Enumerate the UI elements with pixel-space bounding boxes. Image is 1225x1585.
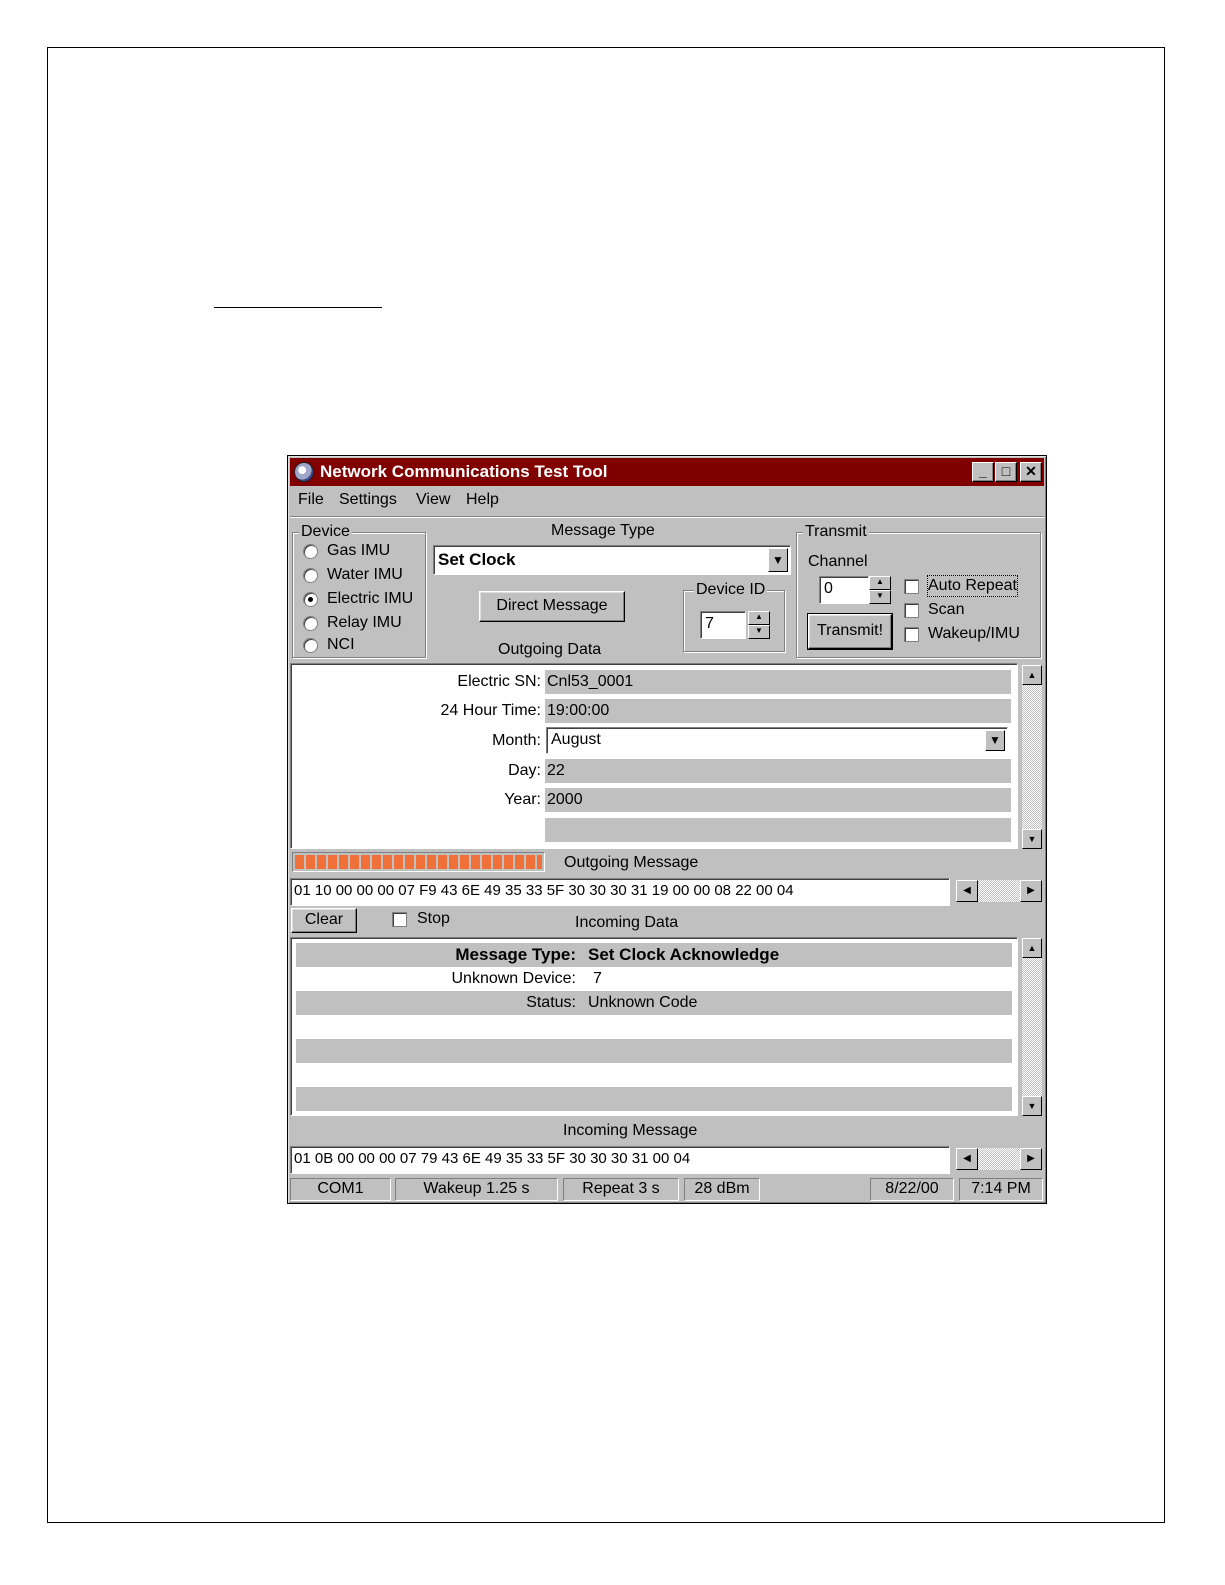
status-port: COM1 bbox=[290, 1178, 391, 1201]
stop-checkbox[interactable] bbox=[392, 912, 407, 927]
radio-relay-imu[interactable] bbox=[303, 616, 318, 631]
radio-gas-imu[interactable] bbox=[303, 544, 318, 559]
status-time: 7:14 PM bbox=[959, 1178, 1043, 1201]
incoming-row-7 bbox=[296, 1087, 1012, 1111]
radio-gas-imu-label: Gas IMU bbox=[327, 542, 391, 559]
scroll-down-icon[interactable]: ▼ bbox=[1022, 829, 1042, 849]
field-label-time: 24 Hour Time: bbox=[440, 702, 541, 719]
incoming-label-unknown-device: Unknown Device: bbox=[451, 970, 576, 987]
menu-separator bbox=[290, 516, 1044, 518]
device-id-label: Device ID bbox=[696, 581, 766, 598]
month-dropdown-arrow-icon[interactable]: ▼ bbox=[985, 730, 1005, 751]
menu-help[interactable]: Help bbox=[466, 491, 499, 508]
status-power: 28 dBm bbox=[684, 1178, 760, 1201]
incoming-message-hex: 01 0B 00 00 00 07 79 43 6E 49 35 33 5F 30 30 30 31 00 04 bbox=[294, 1150, 691, 1167]
menu-view[interactable]: View bbox=[416, 491, 451, 508]
radio-nci-label: NCI bbox=[327, 636, 355, 653]
status-repeat: Repeat 3 s bbox=[563, 1178, 679, 1201]
incoming-value-message-type: Set Clock Acknowledge bbox=[588, 945, 780, 964]
electric-sn-value: Cnl53_0001 bbox=[547, 673, 634, 690]
wakeup-checkbox[interactable] bbox=[904, 627, 919, 642]
outgoing-message-hex: 01 10 00 00 00 07 F9 43 6E 49 35 33 5F 30 30 30 31 19 00 00 08 22 00 04 bbox=[294, 882, 794, 899]
transmit-button[interactable]: Transmit! bbox=[808, 614, 892, 649]
outgoing-data-panel bbox=[290, 663, 1018, 849]
day-field[interactable] bbox=[545, 759, 1011, 783]
scroll-right-icon[interactable]: ▶ bbox=[1020, 880, 1042, 902]
electric-sn-field[interactable] bbox=[545, 670, 1011, 694]
incoming-data-label: Incoming Data bbox=[575, 914, 679, 931]
direct-message-button[interactable]: Direct Message bbox=[479, 591, 625, 622]
spin-down-icon[interactable]: ▼ bbox=[748, 625, 770, 639]
wakeup-label: Wakeup/IMU bbox=[928, 625, 1020, 642]
incoming-row-2 bbox=[296, 967, 1012, 991]
incoming-row-1 bbox=[296, 943, 1012, 967]
incoming-row-5 bbox=[296, 1039, 1012, 1063]
progress-fill bbox=[295, 855, 542, 869]
field-label-year: Year: bbox=[504, 791, 541, 808]
auto-repeat-checkbox[interactable] bbox=[904, 579, 919, 594]
message-type-dropdown[interactable] bbox=[433, 545, 791, 575]
incoming-value-status: Unknown Code bbox=[588, 994, 698, 1011]
message-type-value: Set Clock bbox=[438, 550, 516, 569]
maximize-button[interactable]: □ bbox=[995, 462, 1017, 482]
radio-water-imu-label: Water IMU bbox=[327, 566, 403, 583]
radio-nci[interactable] bbox=[303, 638, 318, 653]
incoming-label-status: Status: bbox=[526, 994, 576, 1011]
close-button[interactable]: ✕ bbox=[1020, 462, 1042, 482]
radio-relay-imu-label: Relay IMU bbox=[327, 614, 402, 631]
window-title: Network Communications Test Tool bbox=[320, 462, 608, 481]
device-id-input[interactable] bbox=[700, 611, 746, 639]
channel-value: 0 bbox=[824, 580, 833, 597]
incoming-scroll-left-icon[interactable]: ◀ bbox=[956, 1148, 978, 1170]
incoming-message-hscrollbar[interactable] bbox=[956, 1148, 1042, 1170]
month-value: August bbox=[551, 731, 601, 748]
scroll-left-icon[interactable]: ◀ bbox=[956, 880, 978, 902]
channel-spin-down-icon[interactable]: ▼ bbox=[869, 590, 891, 604]
incoming-message-field[interactable] bbox=[290, 1146, 950, 1174]
transmit-group bbox=[796, 523, 1041, 658]
incoming-data-vscrollbar[interactable] bbox=[1022, 938, 1042, 1116]
incoming-data-panel bbox=[290, 937, 1018, 1116]
outgoing-data-vscrollbar[interactable] bbox=[1022, 665, 1042, 849]
radio-electric-imu[interactable] bbox=[303, 592, 318, 607]
channel-input[interactable] bbox=[819, 576, 869, 604]
outgoing-message-label: Outgoing Message bbox=[564, 854, 699, 871]
channel-spin-up-icon[interactable]: ▲ bbox=[869, 576, 891, 590]
time-field[interactable] bbox=[545, 699, 1011, 723]
app-window bbox=[287, 455, 1047, 1204]
incoming-row-3 bbox=[296, 991, 1012, 1015]
incoming-label-message-type: Message Type: bbox=[455, 945, 576, 964]
year-field[interactable] bbox=[545, 788, 1011, 812]
transmit-group-label: Transmit bbox=[805, 523, 867, 540]
scan-label: Scan bbox=[928, 601, 965, 618]
year-value: 2000 bbox=[547, 791, 583, 808]
outgoing-data-label: Outgoing Data bbox=[498, 641, 602, 658]
dropdown-arrow-icon[interactable]: ▼ bbox=[768, 548, 788, 572]
radio-water-imu[interactable] bbox=[303, 568, 318, 583]
minimize-button[interactable]: _ bbox=[972, 462, 994, 482]
outgoing-message-field[interactable] bbox=[290, 878, 950, 906]
empty-field[interactable] bbox=[545, 818, 1011, 842]
outgoing-message-hscrollbar[interactable] bbox=[956, 880, 1042, 902]
day-value: 22 bbox=[547, 762, 565, 779]
heading-underline bbox=[214, 307, 382, 308]
menu-bar bbox=[290, 488, 1044, 514]
field-label-day: Day: bbox=[508, 762, 541, 779]
scroll-up-icon[interactable]: ▲ bbox=[1022, 665, 1042, 685]
app-globe-icon bbox=[294, 462, 314, 482]
scan-checkbox[interactable] bbox=[904, 603, 919, 618]
status-wakeup: Wakeup 1.25 s bbox=[395, 1178, 558, 1201]
title-bar[interactable] bbox=[290, 458, 1044, 486]
time-value: 19:00:00 bbox=[547, 702, 610, 719]
message-type-label: Message Type bbox=[551, 522, 655, 539]
transmit-progress-bar bbox=[292, 852, 545, 872]
field-label-electric-sn: Electric SN: bbox=[457, 673, 541, 690]
month-dropdown[interactable] bbox=[546, 727, 1008, 754]
radio-electric-imu-label: Electric IMU bbox=[327, 590, 414, 607]
status-date: 8/22/00 bbox=[870, 1178, 954, 1201]
device-id-group bbox=[683, 581, 785, 652]
incoming-scroll-up-icon[interactable]: ▲ bbox=[1022, 938, 1042, 958]
spin-up-icon[interactable]: ▲ bbox=[748, 611, 770, 625]
device-id-value: 7 bbox=[705, 615, 714, 632]
auto-repeat-label: Auto Repeat bbox=[928, 577, 1017, 594]
channel-label: Channel bbox=[808, 553, 868, 570]
device-group bbox=[292, 523, 426, 658]
incoming-value-unknown-device: 7 bbox=[593, 970, 602, 987]
menu-settings[interactable]: Settings bbox=[339, 491, 397, 508]
clear-button[interactable]: Clear bbox=[291, 908, 357, 933]
device-id-spinner[interactable] bbox=[748, 611, 770, 639]
incoming-scroll-down-icon[interactable]: ▼ bbox=[1022, 1096, 1042, 1116]
incoming-scroll-right-icon[interactable]: ▶ bbox=[1020, 1148, 1042, 1170]
device-group-label: Device bbox=[301, 523, 350, 540]
menu-file[interactable]: File bbox=[298, 491, 324, 508]
channel-spinner[interactable] bbox=[869, 576, 891, 604]
stop-label: Stop bbox=[417, 910, 450, 927]
incoming-message-label: Incoming Message bbox=[563, 1122, 698, 1139]
field-label-month: Month: bbox=[492, 732, 541, 749]
